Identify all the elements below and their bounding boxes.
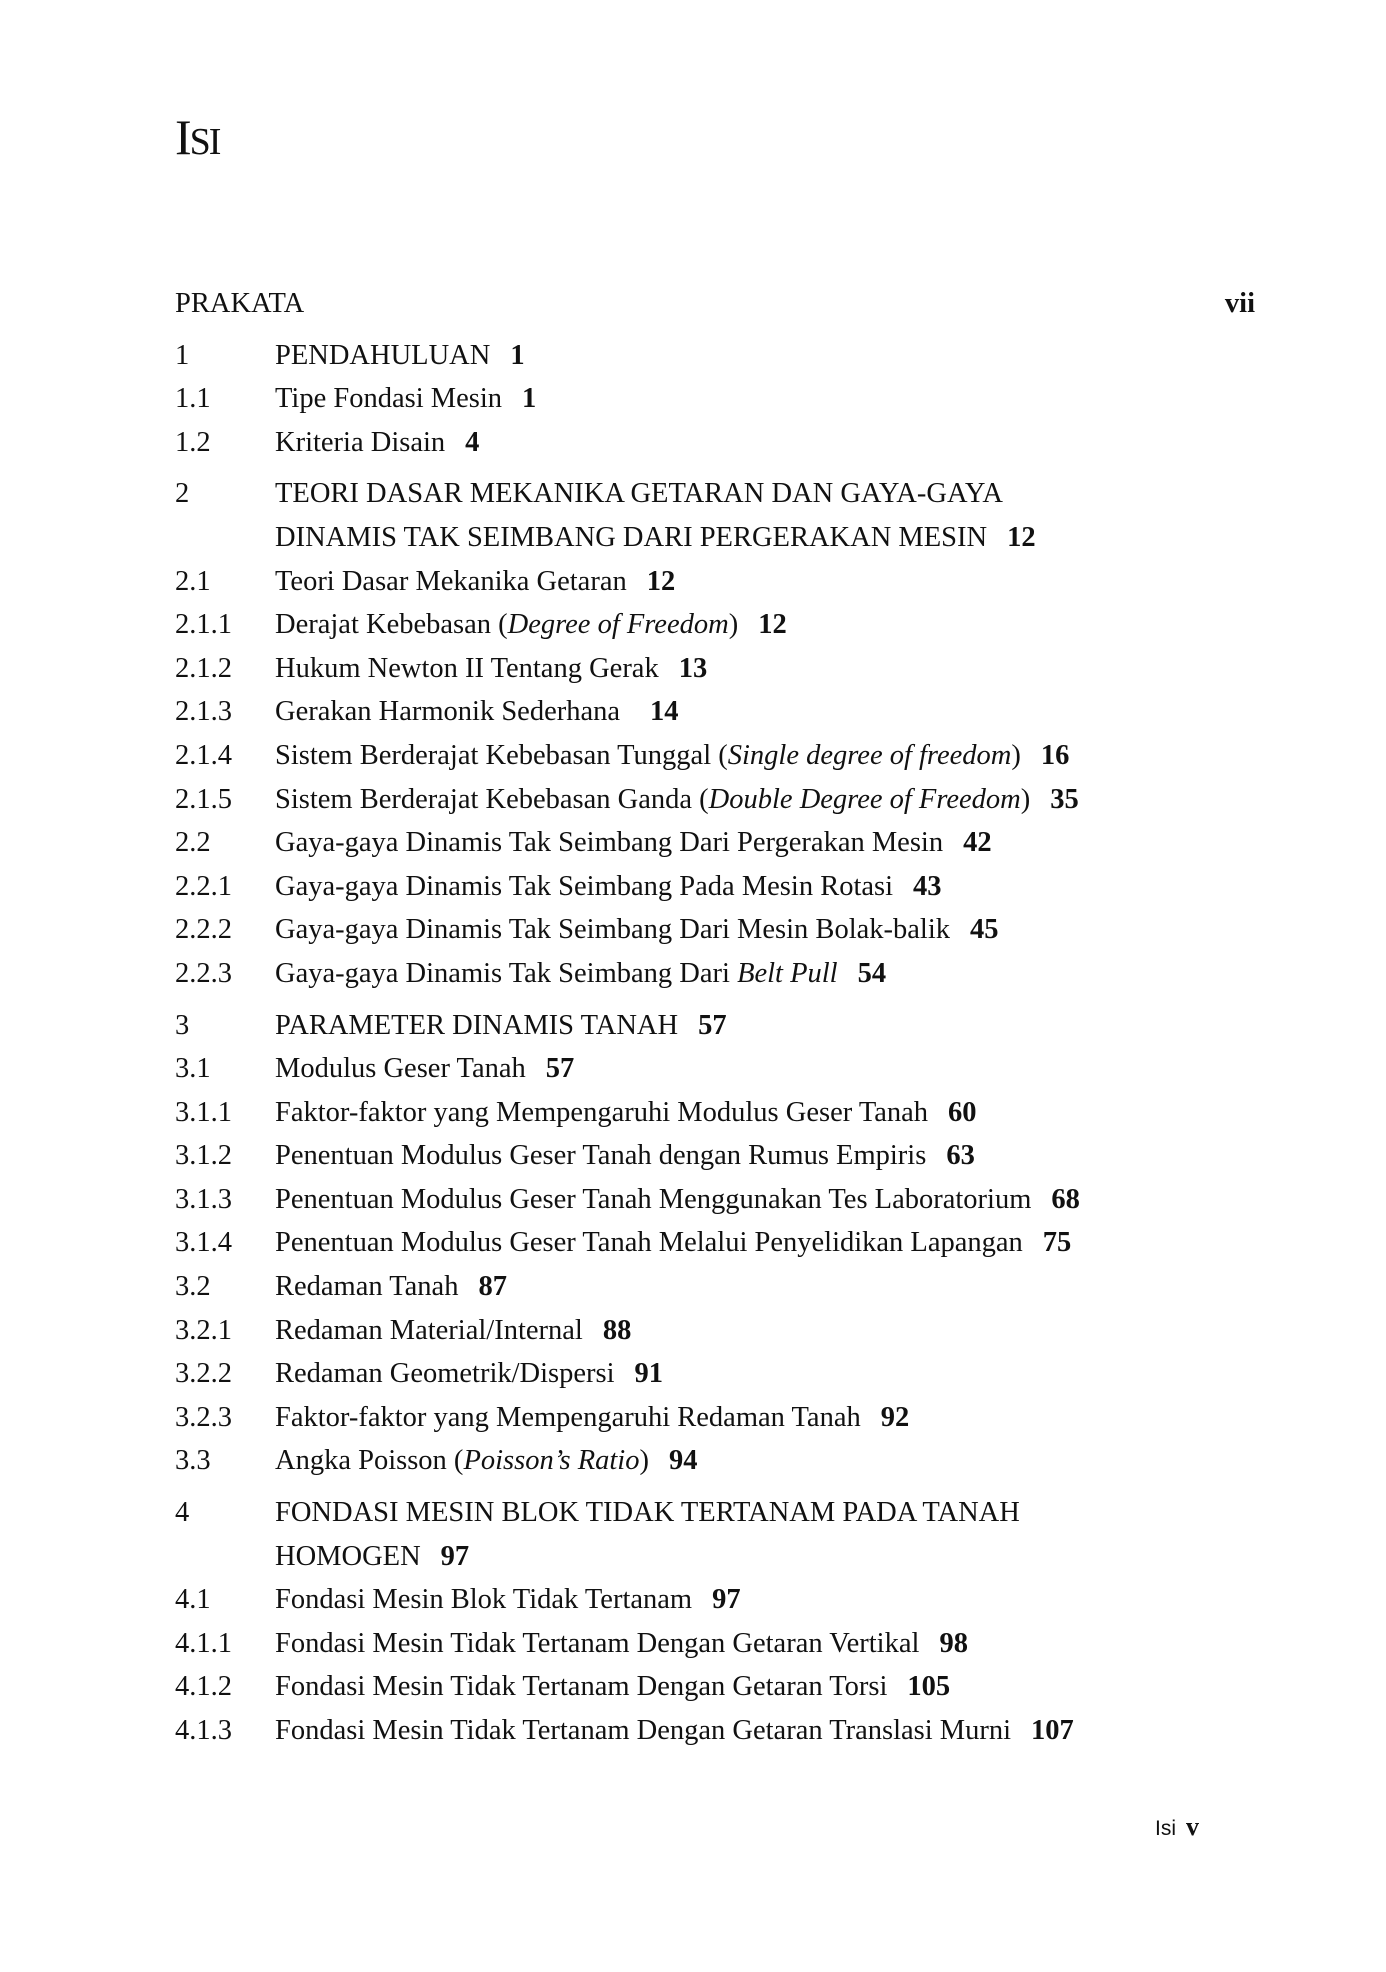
toc-entry-page: 12 (1007, 521, 1036, 553)
toc-entry-italic-text: Single degree of freedom (727, 739, 1012, 771)
toc-entry-text: Gaya-gaya Dinamis Tak Seimbang Dari Pergerakan Mesin (275, 827, 944, 859)
toc-entry-number: 2.1 (175, 565, 211, 597)
toc-entry-text: Gerakan Harmonik Sederhana (275, 696, 621, 728)
toc-section-2-1-3[interactable] (175, 690, 1255, 734)
toc-section-2-2-1[interactable] (175, 865, 1255, 909)
toc-entry-page: 57 (545, 1053, 575, 1085)
toc-entry-page: 1 (510, 339, 525, 371)
toc-entry-page: 97 (440, 1540, 470, 1572)
toc-entry-number: 4.1.1 (175, 1627, 232, 1659)
toc-entry-number: 2.1.5 (175, 783, 232, 815)
toc-entry-text: FONDASI MESIN BLOK TIDAK TERTANAM PADA TANAH (275, 1497, 1020, 1529)
toc-entry-text: Angka Poisson ( (275, 1445, 464, 1477)
toc-entry-page: 75 (1042, 1227, 1072, 1259)
toc-entry-text: PENDAHULUAN (275, 339, 491, 371)
title-rest: SI (189, 121, 220, 163)
toc-entry-page: 88 (602, 1314, 632, 1346)
toc-section-3-2-3[interactable] (175, 1396, 1255, 1440)
toc-chapter-4[interactable] (175, 1491, 1255, 1535)
page-footer (1155, 1812, 1199, 1842)
toc-entry-number: 3.3 (175, 1445, 211, 1477)
toc-entry-text-end: ) (1020, 783, 1031, 815)
toc-section-3-1[interactable] (175, 1047, 1255, 1091)
page-title (175, 108, 219, 166)
toc-section-2-1[interactable] (175, 560, 1255, 604)
toc-entry-number: 4.1 (175, 1584, 211, 1616)
toc-entry-page: 91 (634, 1358, 664, 1390)
toc-entry-number: 2.2.1 (175, 870, 232, 902)
page-number: v (1186, 1812, 1199, 1841)
toc-section-3-3[interactable] (175, 1439, 1255, 1483)
toc-entry-page: 1 (521, 383, 537, 415)
toc-section-2-1-2[interactable] (175, 647, 1255, 691)
table-of-contents (175, 282, 1255, 1753)
toc-entry-page: 92 (880, 1401, 910, 1433)
toc-entry-text: Redaman Geometrik/Dispersi (275, 1358, 615, 1390)
toc-entry-text: DINAMIS TAK SEIMBANG DARI PERGERAKAN MESIN (275, 521, 988, 553)
toc-section-3-1-1[interactable] (175, 1091, 1255, 1135)
toc-entry-text-end: ) (639, 1445, 649, 1477)
toc-section-2-2-3[interactable] (175, 952, 1255, 996)
toc-entry-page: 12 (758, 609, 787, 641)
toc-section-3-1-3[interactable] (175, 1178, 1255, 1222)
toc-entry-text: Fondasi Mesin Tidak Tertanam Dengan Getaran Torsi (275, 1671, 888, 1703)
toc-entry-number: 2.2 (175, 827, 211, 859)
toc-entry-page: 60 (948, 1096, 977, 1128)
toc-entry-text: Penentuan Modulus Geser Tanah Menggunakan Tes Laboratorium (275, 1183, 1032, 1215)
toc-entry-text: Kriteria Disain (275, 426, 446, 458)
toc-entry-number: 3.2.3 (175, 1401, 232, 1433)
toc-entry-page: 14 (650, 696, 679, 728)
running-footer-label: Isi (1155, 1817, 1176, 1840)
toc-entry-text: Teori Dasar Mekanika Getaran (275, 565, 627, 597)
toc-entry-number: 3 (175, 1009, 190, 1041)
toc-entry-page: 94 (668, 1445, 698, 1477)
toc-section-4-1-2[interactable] (175, 1665, 1255, 1709)
toc-entry-text: Fondasi Mesin Tidak Tertanam Dengan Getaran Vertikal (275, 1627, 920, 1659)
toc-entry-number: 2.1.3 (175, 696, 232, 728)
toc-section-3-1-2[interactable] (175, 1134, 1255, 1178)
toc-entry-number: 3.2.1 (175, 1314, 232, 1346)
toc-entry-text: Redaman Tanah (275, 1271, 459, 1303)
toc-entry-number: 4.1.2 (175, 1671, 232, 1703)
toc-entry-page: 16 (1040, 739, 1070, 771)
toc-section-2-2[interactable] (175, 821, 1255, 865)
toc-entry-page: 54 (857, 957, 887, 989)
toc-entry-text: Sistem Berderajat Kebebasan Tunggal ( (275, 739, 728, 771)
toc-entry-number: 2 (175, 478, 190, 510)
toc-section-4-1[interactable] (175, 1578, 1255, 1622)
toc-entry-page: 45 (969, 914, 999, 946)
toc-entry-page: 4 (465, 426, 480, 458)
toc-entry-text: PRAKATA (175, 288, 305, 319)
toc-entry-text: Penentuan Modulus Geser Tanah dengan Rumus Empiris (275, 1140, 927, 1172)
toc-chapter-4-continued[interactable] (175, 1535, 1255, 1579)
toc-entry-number: 1.2 (175, 426, 211, 458)
toc-entry-number: 1 (175, 339, 190, 371)
toc-entry-page: 68 (1051, 1183, 1080, 1215)
toc-entry-number: 4.1.3 (175, 1715, 232, 1746)
toc-section-3-2[interactable] (175, 1265, 1255, 1309)
toc-entry-page: 107 (1031, 1715, 1074, 1746)
toc-entry-italic-text: Poisson’s Ratio (463, 1445, 640, 1477)
toc-entry-page: 42 (963, 827, 992, 859)
toc-section-1-1[interactable] (175, 377, 1255, 421)
toc-entry-number: 3.1.3 (175, 1183, 232, 1215)
toc-entry-number: 3.2.2 (175, 1358, 232, 1390)
toc-entry-text: Tipe Fondasi Mesin (275, 383, 502, 415)
toc-chapter-1[interactable] (175, 334, 1255, 378)
toc-entry-text: Gaya-gaya Dinamis Tak Seimbang Dari Mesin Bolak-balik (275, 914, 950, 946)
toc-entry-italic-text: Degree of Freedom (507, 609, 729, 641)
toc-entry-page: 63 (946, 1140, 975, 1172)
toc-section-3-1-4[interactable] (175, 1221, 1255, 1265)
toc-entry-page: 35 (1050, 783, 1079, 815)
toc-section-2-1-4[interactable] (175, 734, 1255, 778)
toc-entry-text: TEORI DASAR MEKANIKA GETARAN DAN GAYA-GAYA (275, 478, 1003, 510)
toc-entry-text: Faktor-faktor yang Mempengaruhi Modulus Geser Tanah (275, 1096, 929, 1128)
toc-section-2-1-1[interactable] (175, 603, 1255, 647)
toc-entry-text: Fondasi Mesin Tidak Tertanam Dengan Getaran Translasi Murni (275, 1715, 1012, 1746)
toc-entry-italic-text: Double Degree of Freedom (708, 783, 1021, 815)
toc-entry-number: 3.1.2 (175, 1140, 232, 1172)
toc-section-1-2[interactable] (175, 421, 1255, 465)
toc-entry-preface[interactable] (175, 282, 1255, 326)
title-initial: I (175, 109, 190, 165)
toc-entry-text: Gaya-gaya Dinamis Tak Seimbang Pada Mesin Rotasi (275, 870, 894, 902)
toc-entry-page: 98 (939, 1627, 968, 1659)
toc-entry-text: Hukum Newton II Tentang Gerak (275, 652, 659, 684)
toc-entry-text: Penentuan Modulus Geser Tanah Melalui Penyelidikan Lapangan (275, 1227, 1023, 1259)
toc-section-2-1-5[interactable] (175, 778, 1255, 822)
toc-entry-number: 2.2.2 (175, 914, 232, 946)
toc-chapter-2-continued[interactable] (175, 516, 1255, 560)
toc-entry-italic-text: Belt Pull (737, 957, 838, 989)
toc-entry-text: Modulus Geser Tanah (275, 1053, 526, 1085)
toc-entry-number: 2.1.2 (175, 652, 232, 684)
toc-chapter-3[interactable] (175, 1004, 1255, 1048)
toc-entry-page: vii (1224, 288, 1255, 319)
toc-section-4-1-1[interactable] (175, 1622, 1255, 1666)
toc-entry-page: 97 (712, 1584, 741, 1616)
toc-section-4-1-3[interactable] (175, 1709, 1255, 1753)
toc-entry-page: 13 (678, 652, 708, 684)
toc-section-3-2-2[interactable] (175, 1352, 1255, 1396)
toc-entry-number: 3.1 (175, 1053, 211, 1085)
toc-entry-number: 3.1.1 (175, 1096, 232, 1128)
toc-entry-text-end: ) (1011, 739, 1021, 771)
toc-entry-text: Sistem Berderajat Kebebasan Ganda ( (275, 783, 709, 815)
toc-entry-text-end: ) (728, 609, 739, 641)
toc-entry-number: 3.2 (175, 1271, 211, 1303)
toc-entry-text: PARAMETER DINAMIS TANAH (275, 1009, 679, 1041)
toc-entry-number: 4 (175, 1497, 190, 1529)
toc-entry-number: 2.1.4 (175, 739, 232, 771)
toc-entry-text: Redaman Material/Internal (275, 1314, 583, 1346)
toc-entry-text: Faktor-faktor yang Mempengaruhi Redaman Tanah (275, 1401, 861, 1433)
toc-entry-number: 1.1 (175, 383, 211, 415)
toc-entry-number: 2.2.3 (175, 957, 232, 989)
toc-entry-page: 105 (907, 1671, 951, 1703)
toc-chapter-2[interactable] (175, 472, 1255, 516)
toc-entry-text: HOMOGEN (275, 1540, 421, 1572)
toc-entry-page: 87 (478, 1271, 507, 1303)
toc-entry-number: 3.1.4 (175, 1227, 232, 1259)
toc-entry-page: 43 (913, 870, 942, 902)
toc-entry-page: 57 (698, 1009, 727, 1041)
toc-section-2-2-2[interactable] (175, 908, 1255, 952)
toc-entry-text: Derajat Kebebasan ( (275, 609, 508, 641)
toc-section-3-2-1[interactable] (175, 1309, 1255, 1353)
toc-entry-text: Gaya-gaya Dinamis Tak Seimbang Dari (275, 957, 738, 989)
toc-entry-number: 2.1.1 (175, 609, 232, 641)
toc-entry-text: Fondasi Mesin Blok Tidak Tertanam (275, 1584, 693, 1616)
toc-entry-page: 12 (646, 565, 676, 597)
